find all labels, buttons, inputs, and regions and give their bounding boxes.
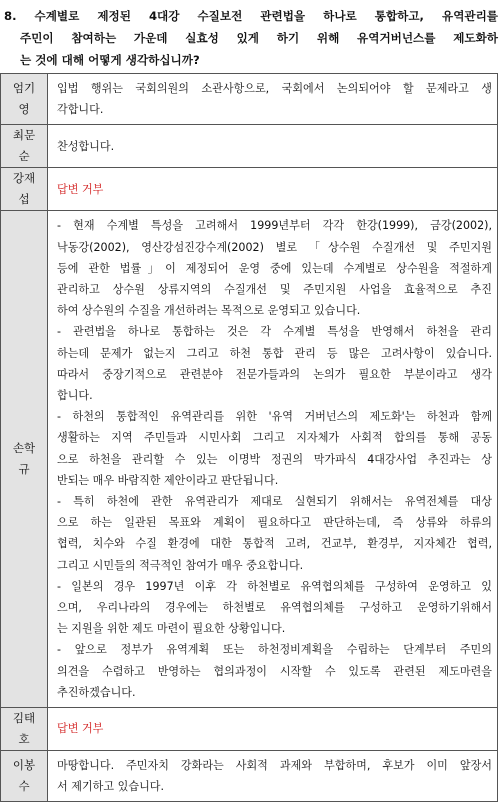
answer-line: - 특히 하천에 관한 유역관리가 제대로 실현되기 위해서는 유역전체를 대상 [57,495,492,509]
refusal-answer [48,708,498,751]
question-text [4,5,498,71]
answer-line: 하는데 문제가 없는지 그리고 하천 통합 관리 등 많은 고려사항이 있습니다. [57,346,492,360]
question-line: 8. 수계별로 제정된 4대강 수질보전 관련법을 하나로 통합하고, 유역관리를 [4,9,498,23]
candidate-name [1,74,48,125]
answer-line: 입법 행위는 국회의원의 소관사항으로, 국회에서 논의되어야 할 문제라고 생 [57,82,492,95]
answer-line: 반되는 매우 바람직한 제안이라고 판단됩니다. [57,473,279,487]
answer-line: 따라서 중장기적으로 관련분야 전문가들과의 논의가 필요한 부분이라고 생각 [57,367,492,381]
answer-line: 답변 거부 [57,182,104,196]
answer-line: 생활하는 지역 주민들과 시민사회 그리고 지자체가 사회적 합의를 통해 공동 [57,431,492,445]
candidate-name [1,125,48,168]
answer-line: 각합니다. [57,103,104,117]
answer-line: 마땅합니다. 주민자치 강화라는 사회적 과제와 부합하며, 후보가 이미 앞장서 [57,759,492,773]
candidate-name-line: 섭 [18,192,30,207]
candidate-name [1,751,48,802]
answer-line: 서 제기하고 있습니다. [57,780,165,794]
answer-line: 합니다. [57,389,93,403]
answer-line: 협력, 치수와 수질 환경에 대한 통합적 고려, 건교부, 환경부, 지자체간 협력, [57,537,492,551]
candidate-answer [48,751,498,802]
candidate-answer [48,211,498,708]
answer-line: 등에 관한 법률」이 제정되어 운영 중에 있는데 수계별로 상수원을 적절하게 [57,261,492,275]
answer-line: 하여 상수원의 수질을 개선하려는 목적으로 운영되고 있습니다. [57,304,361,318]
answer-line: 그리고 시민들의 적극적인 참여가 매우 중요합니다. [57,558,304,572]
candidate-name-line: 김태 [12,711,36,726]
answers-table [0,73,498,802]
answer-line: 추진하겠습니다. [57,685,136,699]
answer-line: - 일본의 경우 1997년 이후 각 하천별로 유역협의체를 구성하여 운영하고 있 [57,579,492,593]
answer-line: 낙동강(2002), 영산강섬진강수계(2002) 별로 「상수원 수질개선 및 주민지원 [57,240,492,254]
answer-line: 답변 거부 [57,722,104,736]
candidate-name-line: 강재 [12,171,36,186]
candidate-name-line: 최문 [12,128,36,143]
answers-body [1,74,498,802]
answer-line: - 앞으로 정부가 유역계획 또는 하천정비계획을 수립하는 단계부터 주민의 [57,643,492,657]
refusal-answer [48,168,498,211]
response-row [1,125,498,168]
response-row [1,74,498,125]
candidate-name-line: 영 [18,102,30,117]
response-row [1,708,498,751]
answer-line: 으로 하천을 관리할 수 있는 이명박 정권의 막가파식 4대강사업 추진과는 상 [57,452,492,466]
candidate-name [1,211,48,708]
candidate-name-line: 순 [18,149,30,164]
answer-line: 으로 하는 일관된 목표와 계획이 필요하다고 판단하는데, 즉 상류와 하류의 [57,516,492,530]
answer-line: 으며, 우리나라의 경우에는 하천별로 유역협의체를 구성하고 운영하기위해서 [57,601,492,615]
response-row [1,751,498,802]
candidate-name-line: 손학 [12,441,36,456]
answer-line: 찬성합니다. [57,139,115,153]
candidate-name-line: 규 [18,462,30,477]
answer-line: - 관련법을 하나로 통합하는 것은 각 수계별 특성을 반영해서 하천을 관리 [57,325,492,339]
candidate-answer [48,125,498,168]
candidate-name [1,168,48,211]
answer-line: 의견을 수렴하고 반영하는 협의과정이 시작할 수 있도록 관련된 제도마련을 [57,664,492,678]
answer-line: 관리하고 상수원 상류지역의 수질개선 및 주민지원 사업을 효율적으로 추진 [57,283,492,297]
response-row [1,168,498,211]
candidate-answer [48,74,498,125]
response-row [1,211,498,708]
question-line: 는 것에 대해 어떻게 생각하십니까? [20,53,200,67]
answer-line: 는 지원을 위한 제도 마련이 필요한 상황입니다. [57,622,286,636]
candidate-name-line: 이봉 [12,758,36,773]
answer-line: - 하천의 통합적인 유역관리를 위한 '유역 거버넌스의 제도화'는 하천과 함께 [57,410,492,424]
question-line: 주민이 참여하는 가운데 실효성 있게 하기 위해 유역거버넌스를 제도화하 [20,31,498,45]
candidate-name [1,708,48,751]
candidate-name-line: 수 [18,779,30,794]
answer-line: - 현재 수계별 특성을 고려해서 1999년부터 각각 한강(1999), 금강(2002), [57,219,492,233]
candidate-name-line: 호 [18,732,30,747]
candidate-name-line: 엄기 [12,81,36,96]
